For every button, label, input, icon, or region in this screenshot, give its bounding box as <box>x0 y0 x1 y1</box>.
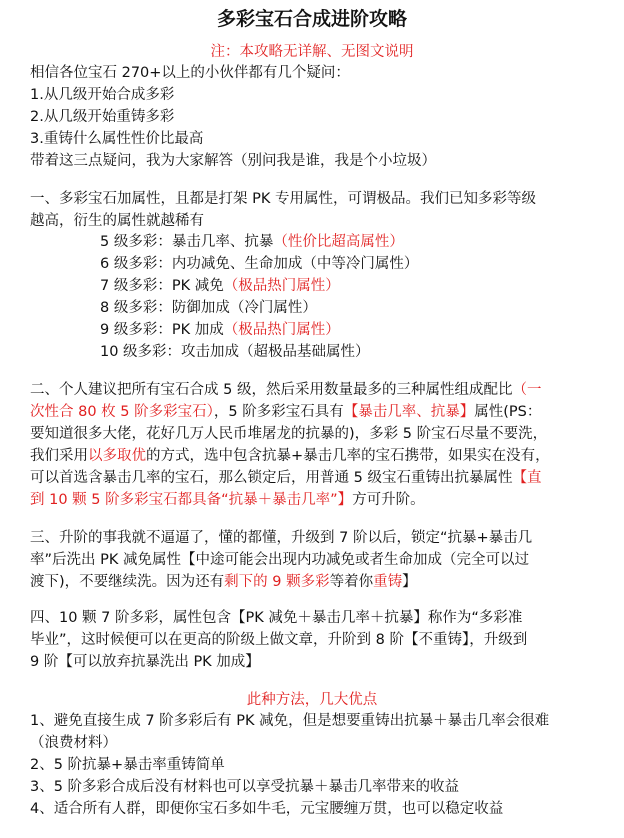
level-label: 6 级多彩：内功减免、生命加成 <box>100 256 303 272</box>
intro-question-2: 2.从几级开始重铸多彩 <box>30 109 175 125</box>
page-title: 多彩宝石合成进阶攻略 <box>216 8 407 30</box>
intro-question-1: 1.从几级开始合成多彩 <box>30 87 175 103</box>
intro-line-1: 相信各位宝石 270+以上的小伙伴都有几个疑问： <box>30 65 350 81</box>
section1-line1: 一、多彩宝石加属性，且都是打架 PK 专用属性，可谓极品。我们已知多彩等级 <box>30 191 536 207</box>
intro-line-5: 带着这三点疑问，我为大家解答（别问我是谁，我是个小垃圾） <box>30 153 436 169</box>
level-note: （中等冷门属性） <box>302 256 419 272</box>
s2-text: 二、个人建议把所有宝石合成 5 级，然后采用数量最多的三种属性组成配比 <box>30 382 513 398</box>
section4-line3: 9 阶【可以放弃抗暴洗出 PK 加成】 <box>30 654 260 670</box>
level-label: 5 级多彩：暴击几率、抗暴 <box>100 234 274 250</box>
s2-text: 可以首选含暴击几率的宝石，那么锁定后，用普通 5 级宝石重铸出抗暴属性 <box>30 470 513 486</box>
s2-text: 属性(PS： <box>474 404 542 420</box>
s2-text: 我们采用 <box>30 448 88 464</box>
s3-text: 渡下)，不要继续洗。因为还有 <box>30 574 225 590</box>
section2-line5 <box>30 468 610 488</box>
advantage-item: 1、避免直接生成 7 阶多彩后有 PK 减免，但是想要重铸出抗暴＋暴击几率会很难 <box>30 713 550 729</box>
level-label: 8 级多彩：防御加成 <box>100 300 230 316</box>
level-note: （性价比超高属性） <box>273 234 404 250</box>
section4-line1: 四、10 颗 7 阶多彩，属性包含【PK 减免＋暴击几率＋抗暴】称作为“多彩准 <box>30 610 523 626</box>
section3-line1: 三、升阶的事我就不逼逼了，懂的都懂，升级到 7 阶以后，锁定“抗暴+暴击几 <box>30 530 533 546</box>
s3-text: 】 <box>402 574 417 590</box>
level-note: （超极品基础属性） <box>239 344 370 360</box>
section3-line2: 率”后洗出 PK 减免属性【中途可能会出现内功减免或者生命加成（完全可以过 <box>30 552 529 568</box>
advantage-item: （浪费材料） <box>30 735 117 751</box>
s2-highlight: 到 10 颗 5 阶多彩宝石都具备“抗暴＋暴击几率”】 <box>30 492 353 508</box>
advantage-item: 4、适合所有人群，即便你宝石多如牛毛，元宝腰缠万贯，也可以稳定收益 <box>30 801 504 817</box>
level-row <box>100 232 610 252</box>
advantages-heading: 此种方法，几大优点 <box>246 692 378 708</box>
section2-line4 <box>30 446 610 466</box>
level-row <box>100 298 610 318</box>
section4-line2: 毕业”，这时候便可以在更高的阶级上做文章，升阶到 8 阶【不重铸】，升级到 <box>30 632 528 648</box>
level-label: 9 级多彩：PK 加成 <box>100 322 224 338</box>
s2-text: ，5 阶多彩宝石具有 <box>213 404 344 420</box>
level-row <box>100 254 610 274</box>
level-row <box>100 342 610 362</box>
s2-highlight: 次性合 80 枚 5 阶多彩宝石） <box>30 404 214 420</box>
s2-highlight: 【暴击几率、抗暴】 <box>343 404 475 420</box>
level-label: 10 级多彩：攻击加成 <box>100 344 240 360</box>
s2-highlight: 以多取优 <box>88 448 146 464</box>
s3-text: 等着你 <box>329 574 374 590</box>
level-row <box>100 320 610 340</box>
s2-text: 方可升阶。 <box>352 492 425 508</box>
section1-line2: 越高，衍生的属性就越稀有 <box>30 213 204 229</box>
section2-line6 <box>30 490 610 510</box>
level-label: 7 级多彩：PK 减免 <box>100 278 224 294</box>
section2-line2 <box>30 402 610 422</box>
level-row <box>100 276 610 296</box>
advantage-item: 3、5 阶多彩合成后没有材料也可以享受抗暴＋暴击几率带来的收益 <box>30 779 460 795</box>
s2-highlight: （一 <box>512 382 542 398</box>
s3-highlight: 重铸 <box>373 574 403 590</box>
note-line: 注：本攻略无详解、无图文说明 <box>210 44 414 60</box>
section2-line3: 要知道很多大佬，花好几万人民币堆屠龙的抗暴的)，多彩 5 阶宝石尽量不要洗， <box>30 426 548 442</box>
s3-highlight: 剩下的 9 颗多彩 <box>224 574 330 590</box>
s2-highlight: 【直 <box>512 470 542 486</box>
level-note: （冷门属性） <box>229 300 317 316</box>
section3-line3 <box>30 572 610 592</box>
intro-question-3: 3.重铸什么属性性价比最高 <box>30 131 204 147</box>
s2-text: 的方式，选中包含抗暴+暴击几率的宝石携带，如果实在没有， <box>146 448 550 464</box>
section2-line1 <box>30 380 610 400</box>
advantage-item: 2、5 阶抗暴+暴击率重铸简单 <box>30 757 225 773</box>
level-note: （极品热门属性） <box>223 322 340 338</box>
level-note: （极品热门属性） <box>223 278 340 294</box>
